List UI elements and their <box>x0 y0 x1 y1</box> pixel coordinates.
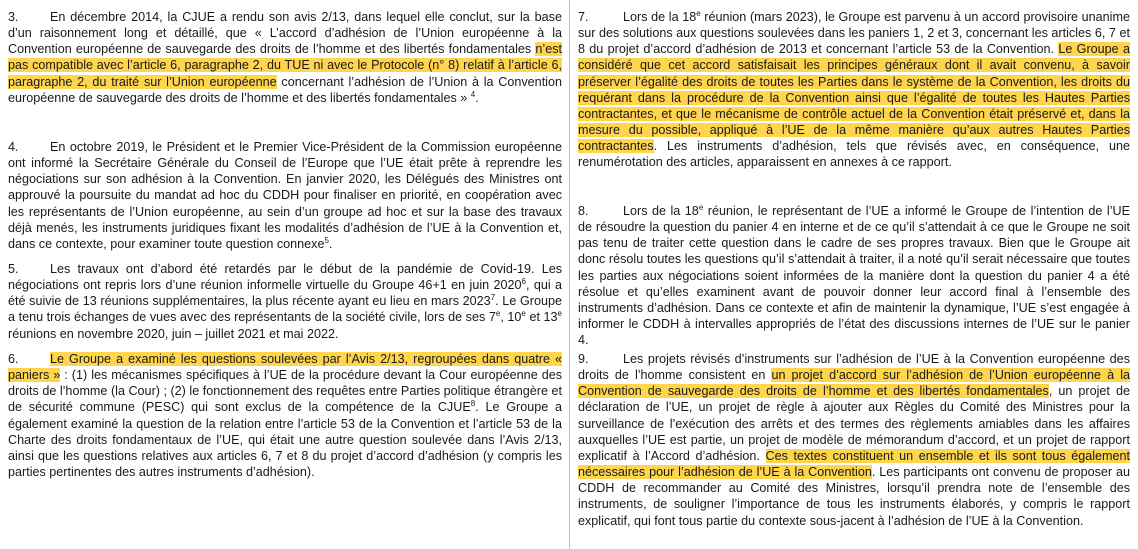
footnote-ref: 5 <box>324 235 329 245</box>
paragraph-8 <box>578 203 1130 348</box>
paragraph-text: . Les participants ont convenu de proposer au CDDH de recommander au Comité des Ministres, lorsqu’il prendra note de l’ensemble des instruments, de souligner l’importance de tous les instruments élaborés, y compris le rapport explicatif, qui font tous partie du contexte sous-jacent à l’adhésion de l’UE à la Convention. <box>578 465 1130 528</box>
paragraph-number: 6. <box>8 352 19 366</box>
paragraph-text: En octobre 2019, le Président et le Premier Vice-Président de la Commission européenne ont informé la Secrétaire Générale du Conseil de l’Europe que l’UE était prête à reprendre les négociations sur son adhésion à la Convention. En janvier 2020, les Délégués des Ministres ont approuvé la poursuite du mandat ad hoc du CDDH pour finaliser en priorité, en coopération avec les représentants de l’Union européenne, au sein d’un groupe ad hoc et sur la base des travaux déjà menés, les instruments juridiques fixant les modalités d’adhésion de l’UE à la Convention et, dans ce contexte, pour examiner toute question connexe <box>8 140 562 251</box>
paragraph-text: . Les instruments d’adhésion, tels que révisés avec, en conséquence, une renumérotation des articles, apparaissent en annexes à ce rapport. <box>578 139 1130 170</box>
highlighted-text: n’est pas compatible avec l’article 6, paragraphe 2, du TUE ni avec le Protocole (n° 8) relatif à l’article 6, paragraphe 2, du traité sur l’Union européenne <box>8 42 562 89</box>
paragraph-text: , 10 <box>500 310 522 325</box>
highlighted-text: Le Groupe a considéré que cet accord satisfaisait les principes généraux dont il avait convenu, à savoir préserver l’égalité des droits de toutes les Parties dans le système de la Convention, les droits du requérant dans la procédure de la Convention ainsi que l’égalité de toutes les Hautes Parties contractantes, et que le mécanisme de contrôle actuel de la Convention était préservé et, dans la mesure du possible, appliqué à l’UE de la même manière qu’aux autres Hautes Parties contractantes <box>578 42 1130 154</box>
paragraph-number: 3. <box>8 10 19 24</box>
paragraph-number: 5. <box>8 262 19 276</box>
paragraph-text: . Le Groupe a tenu trois échanges de vues avec des représentants de la société civile, lors de ses 7 <box>8 294 562 325</box>
footnote-ref: 7 <box>490 293 496 303</box>
paragraph-9 <box>578 351 1130 529</box>
paragraph-text: Lors de la 18 <box>623 10 697 24</box>
footnote-ref: 8 <box>470 399 476 409</box>
paragraph-number: 9. <box>578 352 589 366</box>
paragraph-text: et 13 <box>525 310 558 325</box>
paragraph-text: , un projet de déclaration de l’UE, un projet de règle à ajouter aux Règles du Comité des Ministres pour la surveillance de l’exécution des arrêts et des termes des règlements amiables dans les affaires auxquelles l’UE est partie, un projet de modèle de mémorandum d’accord, et un projet de rapport explicatif à l’Accord d’adhésion. <box>578 384 1130 463</box>
paragraph-number: 8. <box>578 204 589 218</box>
paragraph-text: En décembre 2014, la CJUE a rendu son avis 2/13, dans lequel elle conclut, sur la base d’un raisonnement long et détaillé, que « L’accord d’adhésion de l’Union européenne à la Convention européenne de sauvegarde des droits de l’homme et des libertés fondamentales <box>8 10 562 57</box>
paragraph-text: . <box>328 236 333 251</box>
paragraph-text: réunion (mars 2023), le Groupe est parvenu à un accord provisoire unanime sur des solutions aux questions soulevées dans les paniers 1, 2 et 3, concernant les articles 6, 7 et 8 du projet d’accord d’adhésion de 2013 et concernant l’article 53 de la Convention. <box>578 10 1130 57</box>
paragraph-text: . <box>475 90 479 105</box>
paragraph-3 <box>8 9 562 106</box>
paragraph-7 <box>578 9 1130 171</box>
column-divider <box>569 0 570 549</box>
paragraph-text: réunions en novembre 2020, juin – juillet 2021 et mai 2022. <box>8 326 339 341</box>
paragraph-text: réunion, le représentant de l’UE a informé le Groupe de l’intention de l’UE de résoudre la question du panier 4 en interne et de ce qu’il s’attendait à ce que le Groupe ne soit pas tenu de traiter cette question dans le cadre de ses propres travaux. Bien que le Groupe ait donc résolu toutes les questions qu’il s’attendait à traiter, il a noté qu’il serait nécessaire que toutes les parties aux négociations soient informées de la manière dont la question du panier 4 a été résolue et qu’elles examinent avant de pouvoir donner leur accord final à l’ensemble des instruments d’adhésion. Dans ce contexte et afin de maintenir la dynamique, l’UE s’est engagée à informer le CDDH à intervalles appropriés de l’état des discussions internes de l’UE sur le panier 4. <box>578 204 1130 348</box>
highlighted-text: Le Groupe a examiné les questions soulevées par l’Avis 2/13, regroupées dans quatre « paniers » <box>8 352 562 383</box>
paragraph-5 <box>8 261 562 342</box>
footnote-ref: 6 <box>521 277 526 287</box>
paragraph-number: 4. <box>8 140 19 154</box>
paragraph-4 <box>8 139 562 252</box>
paragraph-6 <box>8 351 562 480</box>
paragraph-text: , qui a été suivie de 13 réunions supplémentaires, la plus récente ayant eu lieu en mars 2023 <box>8 278 562 309</box>
paragraph-text: concernant l’adhésion de l’Union à la Convention européenne de sauvegarde des droits de l’homme et des libertés fondamentales » <box>8 74 562 105</box>
ordinal-suffix: e <box>698 203 704 212</box>
highlighted-text: Ces textes constituent un ensemble et ils sont tous également nécessaires pour l’adhésion de l’UE à la Convention <box>578 448 1130 480</box>
paragraph-number: 7. <box>578 10 589 24</box>
paragraph-text: Les projets révisés d’instruments sur l’adhésion de l’UE à la Convention européenne des droits de l’homme consistent en <box>578 352 1130 383</box>
paragraph-text: . Le Groupe a également examiné la question de la relation entre l’article 53 de la Convention et l’article 53 de la Charte des droits fondamentaux de l’UE, qui était une autre question soulevée dans l’Avis 2/13, ainsi que les questions relatives aux articles 6, 7 et 8 du projet d’accord d’adhésion (y compris les parties pertinentes des autres instruments d’adhésion). <box>8 400 562 480</box>
footnote-ref: 4 <box>470 89 476 99</box>
paragraph-text: Lors de la 18 <box>623 204 699 218</box>
ordinal-suffix: e <box>495 309 501 319</box>
paragraph-text: : (1) les mécanismes spécifiques à l’UE de la procédure devant la Cour européenne des droits de l’homme (la Cour) ; (2) le fonctionnement des requêtes entre Parties politique étrangère et de sécurité commune (PESC) qui sont exclus de la compétence de la CJUE <box>8 368 562 415</box>
paragraph-text: Les travaux ont d’abord été retardés par le début de la pandémie de Covid-19. Les négociations ont repris lors d’une réunion informelle virtuelle du Groupe 46+1 en juin 2020 <box>8 262 562 293</box>
highlighted-text: un projet d’accord sur l’adhésion de l’Union européenne à la Convention de sauvegarde des droits de l’homme et des libertés fondamentales <box>578 368 1130 399</box>
ordinal-suffix: e <box>696 9 701 18</box>
ordinal-suffix: e <box>557 309 562 319</box>
ordinal-suffix: e <box>521 309 526 319</box>
